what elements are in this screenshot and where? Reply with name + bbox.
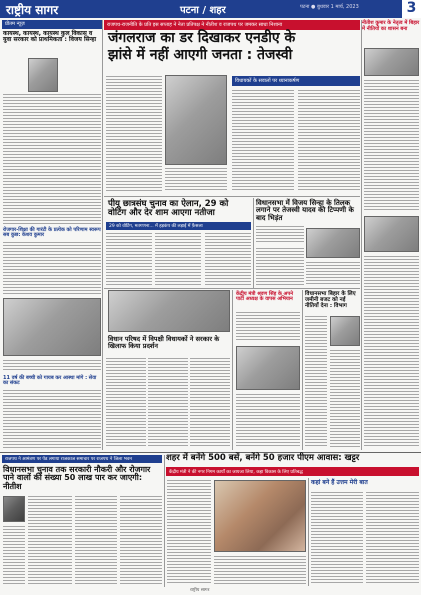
lead-headline-2: झांसे में नहीं आएगी जनता : तेजस्वी [108, 47, 293, 63]
budget-text-1 [305, 316, 327, 448]
right-text-2 [364, 256, 419, 448]
budget-headline: विधानसभा बिहार के लिए जमीनी बजट को नई नीतियाँ देना : विभाग [305, 291, 356, 309]
issue-date: पटना ● बुधवार 1 मार्च, 2023 [300, 4, 359, 10]
assembly-photo [306, 228, 360, 258]
page-number: 3 [402, 0, 421, 18]
section-label: पटना / शहर [180, 5, 226, 16]
lead-text-right1 [232, 90, 294, 192]
bottom-left-text-3 [75, 496, 117, 584]
left-headline: कायस्थ, कायस्थ, कायस्थ कुल विकास व युवा सरकार को प्राथमिकता : विजय सिन्हा [3, 30, 97, 44]
bottom-color-photo [214, 480, 306, 552]
lead-photo [165, 75, 227, 165]
right-ticker: नीतीश कुमार के नेतृत्व में बिहार में नीतियों का शासन बना [362, 20, 420, 32]
column-rule [232, 290, 233, 450]
assembly-text-1 [256, 226, 304, 244]
column-rule [253, 198, 254, 288]
bills-text-1 [236, 312, 300, 342]
lead-text-mid [165, 168, 227, 192]
left-story2-head: रोजगार-शिक्षा की गारंटी के प्रत्येक को परिणाम स्वरूप सब कुछ: केशव कुमार [3, 227, 101, 239]
bottom-right-headline: शहर में बनेंगे 500 बसें, बनेंगे 50 हजार पीएम आवास: खट्टर [166, 453, 360, 463]
column-rule [361, 20, 362, 450]
left-text-2 [3, 242, 101, 294]
lead-subhead: विधायकों के सवालों पर ध्यानाकर्षण [235, 78, 300, 84]
bottom-left-ticker-text: राजपथ ने आमंत्रण पर पेड लगाया राजकाज समाचार पर राजपथ ने जिला भवन [5, 457, 132, 462]
protest-photo [108, 290, 230, 332]
student-subhead: 29 को वोटिंग, मतगणना... में हड़कंप की लड़ाई में फ़ैसला [109, 224, 203, 229]
lead-text-right2 [298, 90, 360, 192]
student-headline: पीयू छात्रसंघ चुनाव का ऐलान, 29 को वोटिंग और देर शाम आएगा नतीजा [108, 199, 229, 218]
assembly-text-3 [306, 262, 360, 286]
column-rule [302, 290, 303, 450]
bottom-portrait [3, 496, 25, 522]
council-text-1 [106, 358, 146, 448]
assembly-headline: विधानसभा में विजय सिन्हा के तिलक लगाने पर तेजस्वी यादव की टिप्पणी के बाद भिड़ंत [256, 199, 354, 222]
left-text-4 [3, 390, 101, 448]
bottom-right-text-2 [366, 492, 419, 584]
budget-text-2 [330, 350, 360, 448]
bottom-sub-ticker [166, 467, 419, 476]
column-rule [102, 20, 103, 450]
column-rule [164, 455, 165, 587]
left-story3-head: 11 वर्ष की बच्ची को गायब कर आस्था मांगे : सेवा का संकट [3, 375, 97, 387]
bottom-left-headline: विधानसभा चुनाव तक सरकारी नौकरी और रोजगार पाने वालों की संख्या 50 लाख पार कर जाएगी: नीतीश [3, 465, 151, 491]
bottom-left-text-1 [28, 496, 72, 584]
assembly-text-2 [256, 248, 304, 286]
left-tag: प्रीतम न्यूज़ [2, 20, 102, 29]
section-rule [104, 288, 360, 289]
lead-text-left [106, 76, 162, 192]
top-ticker-text: राजपथ-राजनीति के प्रति इस सप्ताह ने नेता प्रतिपक्ष ने नीतीश व राजपथ पर जमकर साधा निशाना [107, 22, 283, 28]
left-text-3 [3, 360, 101, 372]
bottom-right-story-headline: कहां बने हैं उत्तम मेरी बात [311, 479, 368, 486]
bottom-mid-text-1 [167, 480, 211, 584]
section-rule [104, 196, 360, 197]
right-photo-2 [364, 216, 419, 252]
bottom-sub-ticker-text: केंद्रीय मंत्री ने की नगर निगम कार्यों का जायजा लिया, कहा विकास के लिए प्रतिबद्ध [169, 470, 303, 475]
student-text-2 [155, 233, 201, 285]
council-text-2 [148, 358, 188, 448]
student-subhead-bar [106, 222, 251, 230]
bottom-left-ticker [2, 455, 162, 463]
bottom-mid-text-2 [214, 556, 306, 584]
bottom-right-text-1 [311, 492, 363, 584]
right-photo-1 [364, 48, 419, 76]
top-ticker [104, 20, 360, 30]
footer-imprint: राष्ट्रीय सागर [190, 588, 210, 593]
portrait-photo [28, 58, 58, 92]
masthead-brand: राष्ट्रीय सागर [6, 3, 59, 17]
student-text-3 [205, 233, 251, 285]
lead-subhead-box [232, 76, 360, 86]
bottom-left-text-2 [3, 526, 25, 584]
bills-text-2 [236, 394, 300, 448]
column-rule [308, 478, 309, 586]
student-text-1 [106, 233, 152, 285]
bottom-left-text-4 [120, 496, 162, 584]
bills-photo [236, 346, 300, 390]
council-headline: विधान परिषद में विपक्षी विधायकों ने सरकार के खिलाफ किया प्रदर्शन [108, 335, 220, 350]
right-text-1 [364, 80, 419, 212]
lead-headline-1: जंगलराज का डर दिखाकर एनडीए के [108, 30, 296, 46]
budget-photo [330, 316, 360, 346]
bills-headline: केंद्रीय मंत्री श्रवण सिंह के अपने पार्टी अध्यक्ष के वापस अभियान [236, 291, 293, 303]
left-text-1 [3, 94, 101, 224]
council-text-3 [190, 358, 230, 448]
left-group-photo [3, 298, 101, 356]
